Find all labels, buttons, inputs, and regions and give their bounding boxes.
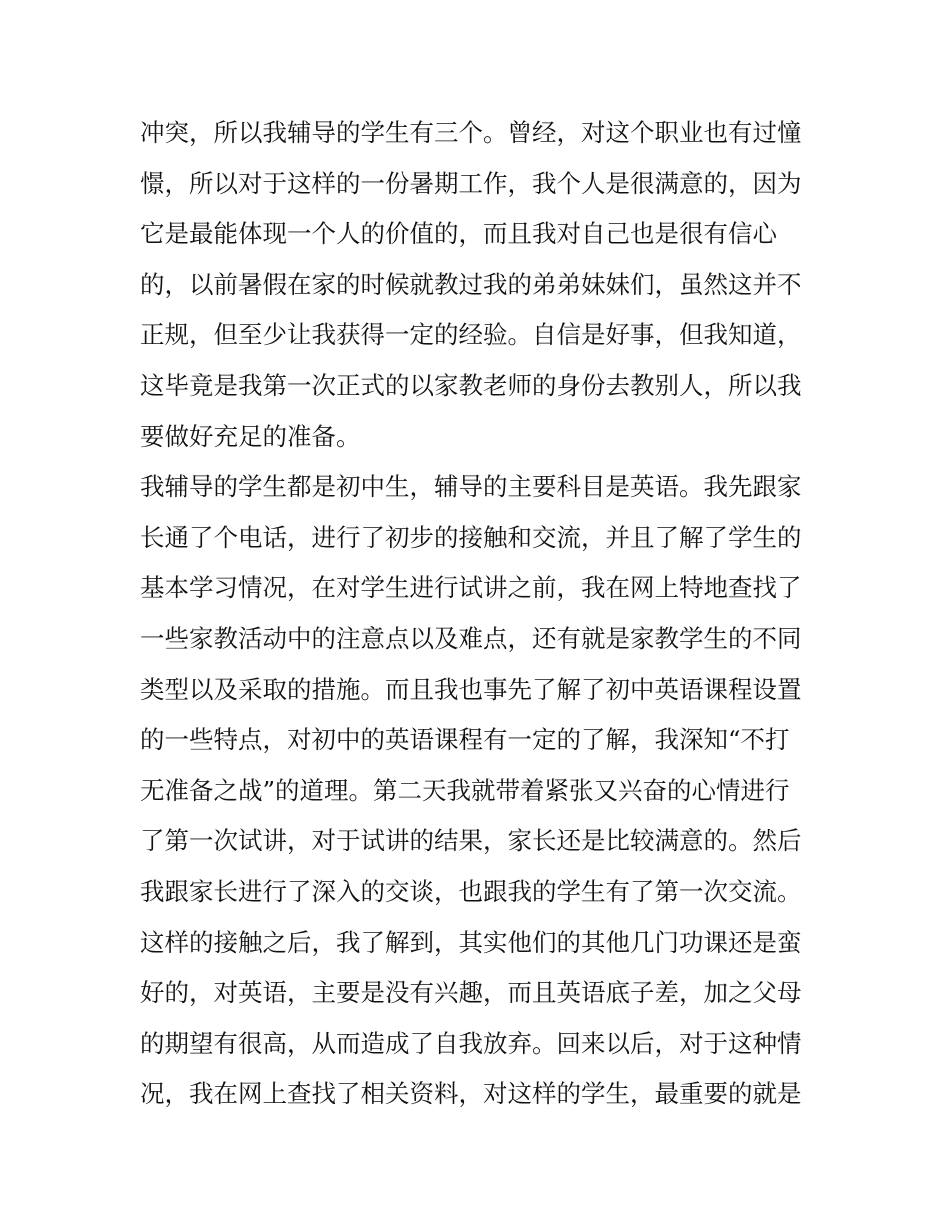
text-line-12: 类型以及采取的措施。而且我也事先了解了初中英语课程设置: [140, 674, 802, 704]
text-line-19: 的期望有很高，从而造成了自我放弃。回来以后，对于这种情: [140, 1028, 802, 1058]
text-line-17: 这样的接触之后，我了解到，其实他们的其他几门功课还是蛮: [140, 927, 802, 957]
text-line-6: 这毕竟是我第一次正式的以家教老师的身份去教别人，所以我: [140, 370, 802, 400]
text-line-3: 它是最能体现一个人的价值的，而且我对自己也是很有信心: [140, 219, 777, 249]
text-line-10: 基本学习情况，在对学生进行试讲之前，我在网上特地查找了: [140, 573, 802, 603]
text-line-4: 的，以前暑假在家的时候就教过我的弟弟妹妹们，虽然这并不: [140, 269, 802, 299]
text-line-15: 了第一次试讲，对于试讲的结果，家长还是比较满意的。然后: [140, 826, 802, 856]
text-line-2: 憬，所以对于这样的一份暑期工作，我个人是很满意的，因为: [140, 168, 802, 198]
body-text: [140, 108, 820, 1120]
text-line-1: 冲突，所以我辅导的学生有三个。曾经，对这个职业也有过憧: [140, 118, 802, 147]
text-line-9: 长通了个电话，进行了初步的接触和交流，并且了解了学生的: [140, 522, 802, 552]
text-line-5: 正规，但至少让我获得一定的经验。自信是好事，但我知道，: [140, 320, 802, 350]
text-line-11: 一些家教活动中的注意点以及难点，还有就是家教学生的不同: [140, 623, 802, 653]
text-line-18: 好的，对英语，主要是没有兴趣，而且英语底子差，加之父母: [140, 978, 802, 1008]
text-line-14: 无准备之战”的道理。第二天我就带着紧张又兴奋的心情进行: [140, 775, 790, 805]
text-line-7: 要做好充足的准备。: [140, 421, 361, 451]
text-line-20: 况，我在网上查找了相关资料，对这样的学生，最重要的就是: [140, 1079, 802, 1109]
text-line-16: 我跟家长进行了深入的交谈，也跟我的学生有了第一次交流。: [140, 876, 802, 906]
text-line-13: 的一些特点，对初中的英语课程有一定的了解，我深知“不打: [140, 725, 790, 755]
text-line-8: 我辅导的学生都是初中生，辅导的主要科目是英语。我先跟家: [140, 472, 802, 502]
